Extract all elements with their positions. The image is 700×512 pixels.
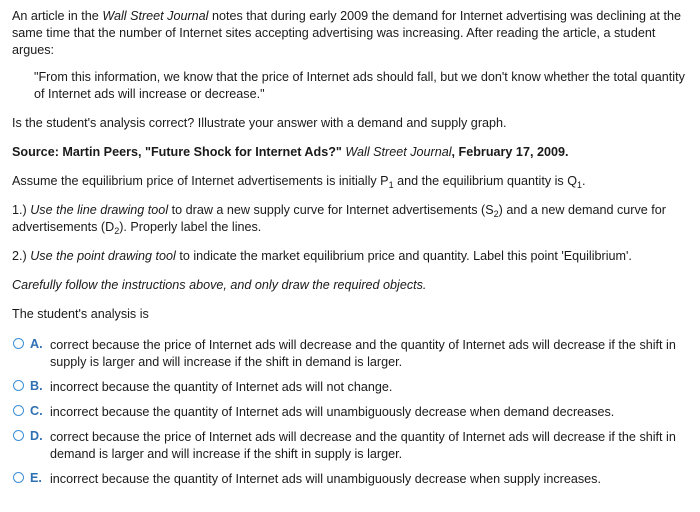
assume-text-1: Assume the equilibrium price of Internet advertisements is initially P <box>12 174 389 188</box>
assume-text-2: and the equilibrium quantity is Q <box>393 174 578 188</box>
assumption-text <box>12 173 692 190</box>
step-2-instruction <box>12 248 692 265</box>
option-d[interactable] <box>12 429 692 463</box>
step-1-text-1: to draw a new supply curve for Internet advertisements (S <box>168 203 494 217</box>
radio-button-icon[interactable] <box>13 472 24 483</box>
source-journal: Wall Street Journal <box>345 145 452 159</box>
option-b[interactable] <box>12 379 692 396</box>
step-2-text: to indicate the market equilibrium price and quantity. Label this point 'Equilibrium'. <box>175 249 632 263</box>
intro-journal: Wall Street Journal <box>102 9 209 23</box>
q-subscript: 1 <box>577 180 583 190</box>
intro-text-1: An article in the <box>12 9 103 23</box>
option-text: incorrect because the quantity of Internet ads will not change. <box>50 380 393 394</box>
d2-subscript: 2 <box>114 226 120 236</box>
source-date: , February 17, 2009. <box>451 145 569 159</box>
step-1-tool: Use the line drawing tool <box>30 203 169 217</box>
step-2-tool: Use the point drawing tool <box>30 249 176 263</box>
intro-text-2: notes that during early 2009 the demand for Internet advertising was declining at the same time that the number of Internet sites accepting advertising was increasing. After reading the article, a student argues: <box>12 9 682 57</box>
caution-text <box>12 277 692 294</box>
option-text: incorrect because the quantity of Internet ads will unambiguously decrease when demand decreases. <box>50 405 615 419</box>
answer-prompt: The student's analysis is <box>12 307 149 321</box>
option-letter: C. <box>30 404 43 418</box>
radio-button-icon[interactable] <box>13 338 24 349</box>
option-c[interactable] <box>12 404 692 421</box>
option-letter: D. <box>30 429 43 443</box>
s2-subscript: 2 <box>493 209 499 219</box>
assume-text-3: . <box>582 174 586 188</box>
option-e[interactable] <box>12 471 692 488</box>
step-2-number: 2.) <box>12 249 31 263</box>
p-subscript: 1 <box>388 180 394 190</box>
question-content <box>12 8 692 496</box>
step-1-text-2: ) and a new demand curve for advertisements (D <box>12 203 666 234</box>
option-letter: B. <box>30 379 43 393</box>
caution-italic: Carefully follow the instructions above, and only draw the required objects. <box>12 278 427 292</box>
step-1-instruction <box>12 202 692 236</box>
question-text: Is the student's analysis correct? Illustrate your answer with a demand and supply graph. <box>12 116 507 130</box>
radio-button-icon[interactable] <box>13 405 24 416</box>
intro-paragraph <box>12 8 692 59</box>
step-1-number: 1.) <box>12 203 31 217</box>
option-text: correct because the price of Internet ads will decrease and the quantity of Internet ads will decrease if the shift in supply is larger and will increase if the shift in demand is larger. <box>50 338 676 369</box>
option-text: incorrect because the quantity of Internet ads will unambiguously decrease when supply increases. <box>50 472 601 486</box>
step-1-text-3: ). Properly label the lines. <box>119 220 262 234</box>
source-label: Source: Martin Peers, "Future Shock for Internet Ads?" <box>12 145 346 159</box>
source-citation <box>12 144 692 161</box>
answer-options <box>12 337 692 488</box>
option-letter: E. <box>30 471 42 485</box>
option-letter: A. <box>30 337 43 351</box>
option-a[interactable] <box>12 337 692 371</box>
student-quote: "From this information, we know that the price of Internet ads should fall, but we don't know whether the total quantity of Internet ads will increase or decrease." <box>34 70 685 101</box>
option-text: correct because the price of Internet ads will decrease and the quantity of Internet ads will decrease if the shift in demand is larger and will increase if the shift in supply is larger. <box>50 430 676 461</box>
radio-button-icon[interactable] <box>13 430 24 441</box>
radio-button-icon[interactable] <box>13 380 24 391</box>
